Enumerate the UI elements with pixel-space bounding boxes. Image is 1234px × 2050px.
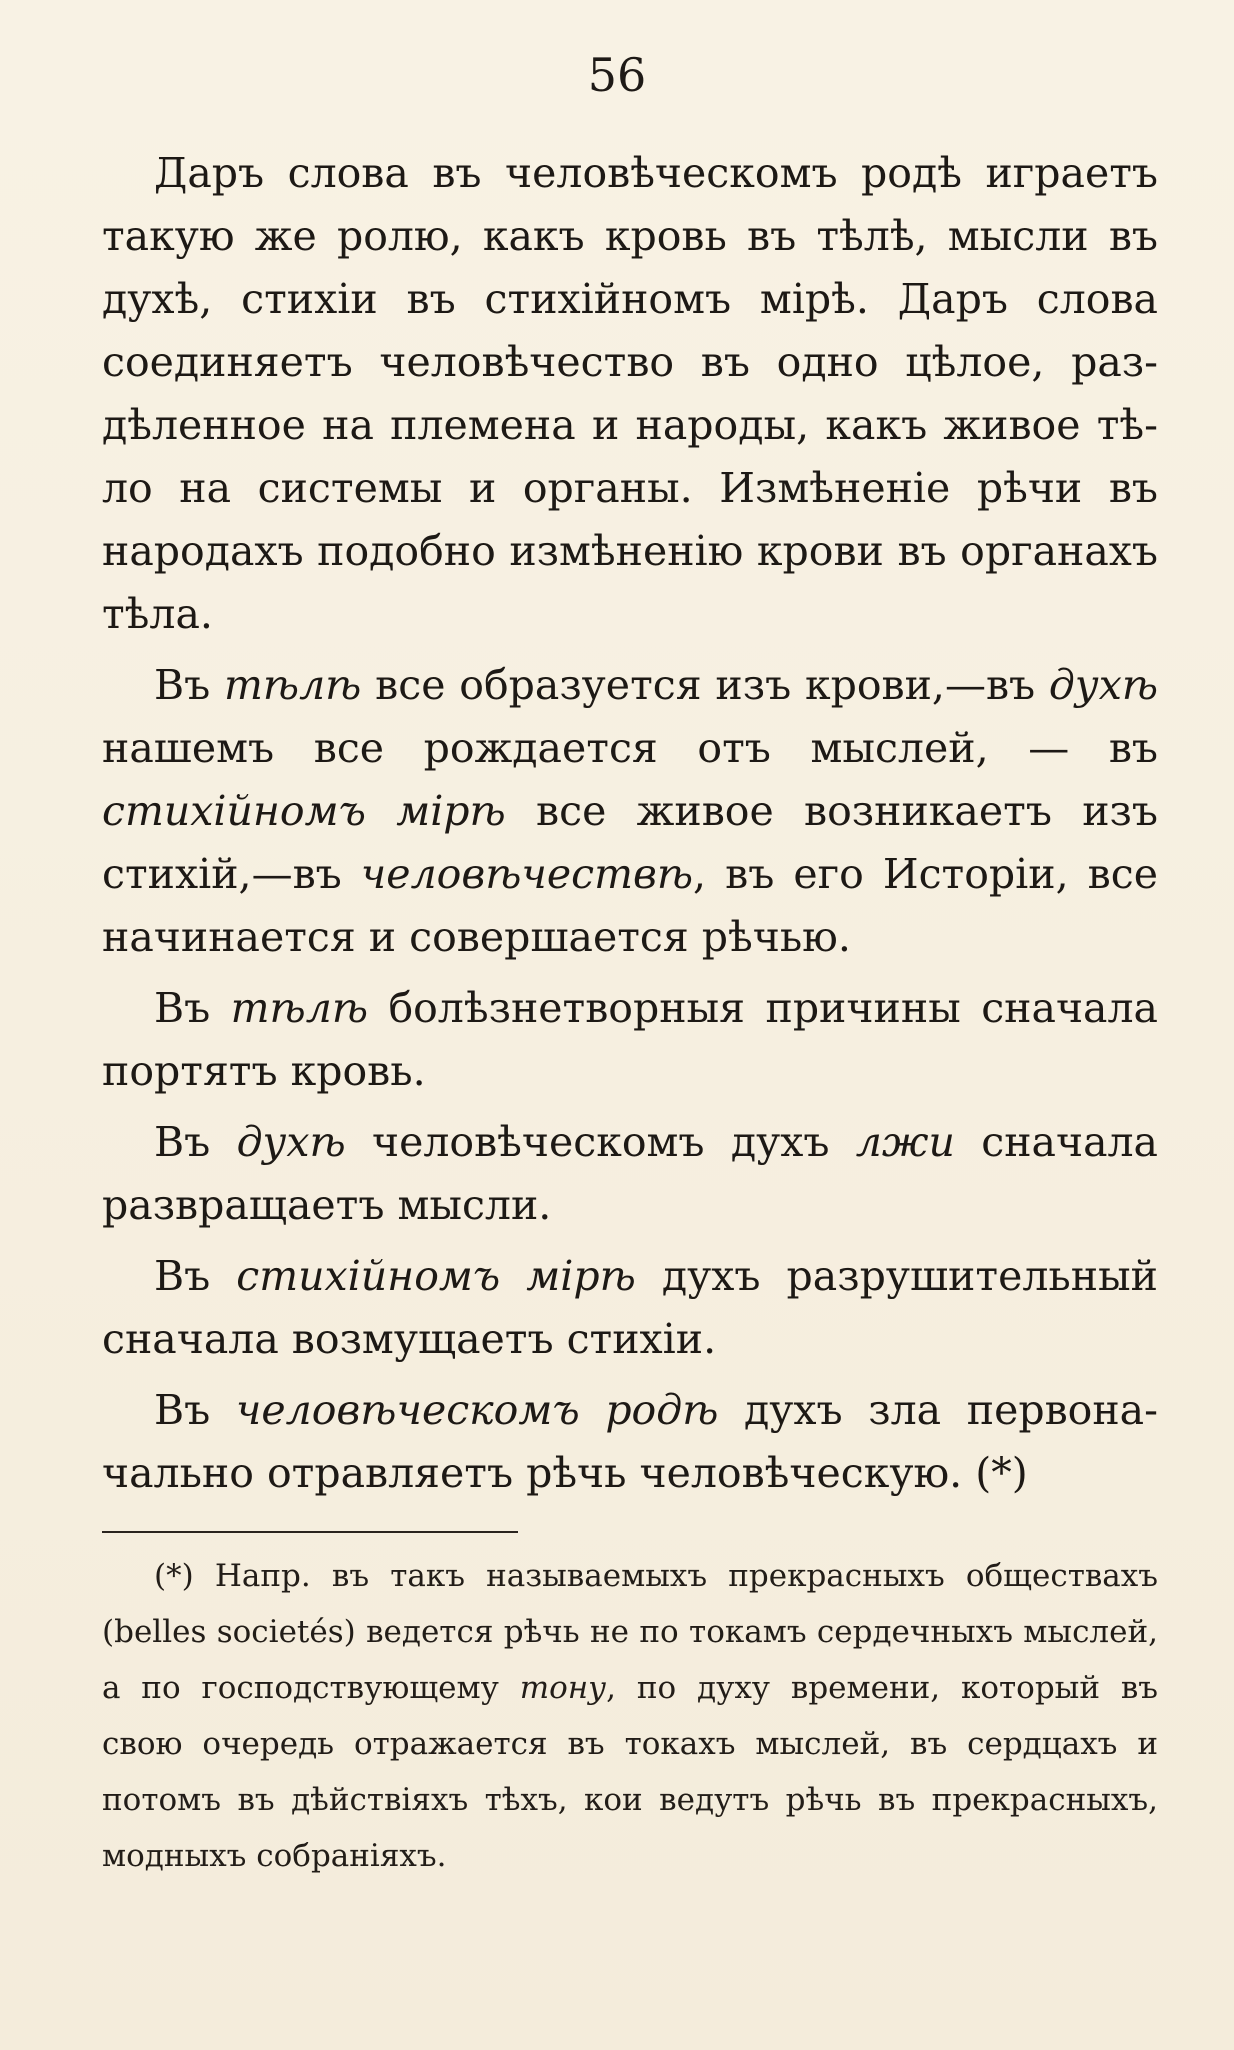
text-segment: Въ (154, 984, 231, 1032)
text-segment: Даръ слова въ человѣческомъ родѣ играетъ такую же ролю, какъ кровь въ тѣлѣ, мысли въ духѣ, стихіи въ стихійномъ мірѣ. Даръ слова соединяетъ человѣчество въ одно цѣлое, раздѣленное на племена и народы, какъ живое тѣло на системы и органы. Измѣненіе рѣчи въ народахъ подобно измѣненію крови въ органахъ тѣла. (102, 149, 1158, 638)
text-segment: сначала развращаетъ мысли. (102, 1118, 1159, 1229)
text-segment: все живое возникаетъ изъ стихій,—въ (102, 787, 1158, 898)
main-text (102, 142, 1158, 1513)
italic-text-segment: духѣ (1048, 661, 1158, 709)
text-segment: нашемъ все рождается отъ мыслей, — въ (102, 724, 1158, 772)
italic-text-segment: человѣческомъ родѣ (235, 1386, 719, 1434)
footnote (102, 1548, 1158, 1884)
text-segment: Въ (154, 661, 225, 709)
page-number: 56 (587, 48, 647, 102)
italic-text-segment: тѣлѣ (230, 984, 368, 1032)
italic-text-segment: стихійномъ мірѣ (236, 1252, 636, 1300)
text-segment: Въ (154, 1386, 236, 1434)
text-segment: духъ зла первоначально отравляетъ рѣчь человѣческую. (*) (102, 1386, 1158, 1497)
text-segment: человѣческомъ духъ (345, 1118, 856, 1166)
italic-text-segment: лжи (855, 1118, 955, 1166)
text-segment: Въ (154, 1252, 237, 1300)
text-segment: Въ (154, 1118, 237, 1166)
paragraph (102, 977, 1158, 1103)
text-segment: все образуется изъ крови,—въ (361, 661, 1049, 709)
paragraph (102, 654, 1158, 969)
italic-text-segment: тону (519, 1670, 607, 1706)
text-segment: (*) Напр. въ такъ называемыхъ прекрасныхъ обществахъ (belles societés) ведется рѣчь не по токамъ сердечныхъ мыслей, а по господствующему (102, 1558, 1158, 1706)
text-segment: болѣзнетворныя причины сначала портятъ кровь. (102, 984, 1158, 1095)
text-segment: , въ его Исторіи, все начинается и совершается рѣчью. (102, 850, 1158, 961)
text-segment: духъ разрушительный сначала возмущаетъ стихіи. (102, 1252, 1158, 1363)
italic-text-segment: стихійномъ мірѣ (102, 787, 506, 835)
paragraph (102, 1111, 1158, 1237)
italic-text-segment: тѣлѣ (224, 661, 362, 709)
text-segment: , по духу времени, который въ свою очередь отражается въ токахъ мыслей, въ сердцахъ и потомъ въ дѣйствіяхъ тѣхъ, кои ведутъ рѣчь въ прекрасныхъ, модныхъ собраніяхъ. (102, 1670, 1159, 1874)
footnote-divider (102, 1531, 518, 1533)
paragraph (102, 142, 1158, 646)
paragraph (102, 1379, 1158, 1505)
paragraph (102, 1245, 1158, 1371)
italic-text-segment: духѣ (236, 1118, 346, 1166)
italic-text-segment: человѣчествѣ (360, 850, 694, 898)
